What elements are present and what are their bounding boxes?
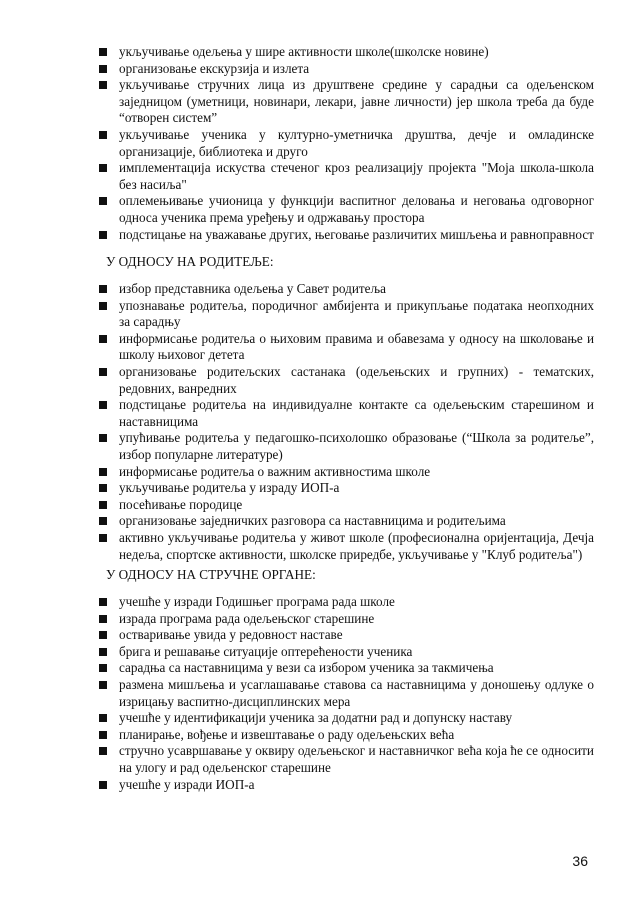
square-bullet-icon [99, 468, 107, 476]
list-item-text: посећивање породице [119, 496, 243, 512]
list-item-text: учешће у идентификацији ученика за додатни рад и допунску наставу [119, 710, 513, 726]
square-bullet-icon [99, 664, 107, 672]
list-item-text: учешће у изради ИОП-а [119, 776, 255, 792]
square-bullet-icon [99, 368, 107, 376]
list-item-text: укључивање ученика у културно-уметничка друштва, дечје и омладинске организације, библиотека и друго [119, 126, 594, 159]
square-bullet-icon [99, 197, 107, 205]
list-item [98, 193, 594, 226]
list-item-text: имплементација искуства стеченог кроз реализацију пројекта "Моја школа-школа без насиља" [119, 160, 594, 192]
list-item-text: стручно усавршавање у оквиру одељењског и наставничког већа која ће се односити на улогу и рад одељенског старешине [119, 743, 594, 775]
list-item-text: брига и решавање ситуације оптерећености ученика [119, 643, 413, 659]
square-bullet-icon [99, 631, 107, 639]
list-item [98, 331, 594, 364]
list-item-text: подстицање на уважавање других, његовање различитих мишљења и равноправност [119, 226, 594, 242]
list-item [98, 127, 594, 160]
list-item-text: размена мишљења и усаглашавање ставова са наставницима у доношењу одлуке о изрицању васпитно-дисциплинских мера [119, 676, 594, 709]
list-item-text: учешће у изради Годишњег програма рада школе [119, 594, 395, 609]
list-item-text: укључивање одељења у шире активности школе(школске новине) [119, 44, 489, 59]
list-item-text: упознавање родитеља, породичног амбијента и прикупљање података неопходних за сарадњу [119, 297, 594, 330]
square-bullet-icon [99, 302, 107, 310]
square-bullet-icon [99, 714, 107, 722]
list-item [98, 160, 594, 193]
square-bullet-icon [99, 231, 107, 239]
list-item-text: избор представника одељења у Савет родитеља [119, 281, 386, 296]
heading-professional-bodies: У ОДНОСУ НА СТРУЧНЕ ОРГАНЕ: [106, 567, 316, 582]
square-bullet-icon [99, 164, 107, 172]
list-item [98, 281, 594, 298]
list-item [98, 480, 594, 497]
square-bullet-icon [99, 598, 107, 606]
square-bullet-icon [99, 401, 107, 409]
list-item [98, 727, 594, 744]
bullet-list-professional-bodies [98, 594, 594, 793]
list-item [98, 660, 594, 677]
list-item-text: активно укључивање родитеља у живот школе (професионална оријентација, Дечја недеља, спортске активности, школске приредбе, укључивање у "Клуб родитеља") [119, 529, 594, 562]
square-bullet-icon [99, 335, 107, 343]
list-item-text: оплемењивање учионица у функцији васпитног деловања и неговања одговорног односа ученика према уређењу и одржавању простора [119, 193, 594, 225]
square-bullet-icon [99, 48, 107, 56]
square-bullet-icon [99, 781, 107, 789]
list-item [98, 44, 594, 61]
list-item [98, 364, 594, 397]
square-bullet-icon [99, 615, 107, 623]
list-item-text: укључивање родитеља у израду ИОП-а [119, 480, 340, 496]
list-item-text: укључивање стручних лица из друштвене средине у сарадњи са одељенском заједницом (уметници, новинари, лекари, јавне личности) јер школа треба да буде “отворен систем” [119, 77, 594, 126]
list-item [98, 61, 594, 78]
square-bullet-icon [99, 747, 107, 755]
page-number: 36 [572, 853, 588, 869]
bullet-list-activities [98, 44, 594, 243]
list-item-text: организовање родитељских састанака (одељењских и групних) - тематских, редовних, ванредних [119, 363, 594, 396]
list-item-text: израда програма рада одељењског старешине [119, 610, 375, 626]
square-bullet-icon [99, 285, 107, 293]
list-item-text: организовање заједничких разговора са наставницима и родитељима [119, 513, 506, 529]
list-item [98, 644, 594, 661]
bullet-list-parents [98, 281, 594, 563]
list-item [98, 627, 594, 644]
list-item [98, 611, 594, 628]
list-item [98, 594, 594, 611]
square-bullet-icon [99, 648, 107, 656]
square-bullet-icon [99, 65, 107, 73]
list-item [98, 777, 594, 794]
square-bullet-icon [99, 501, 107, 509]
square-bullet-icon [99, 681, 107, 689]
list-item [98, 710, 594, 727]
list-item-text: организовање екскурзија и излета [119, 60, 310, 76]
heading-parents: У ОДНОСУ НА РОДИТЕЉЕ: [106, 254, 274, 269]
list-item-text: упућивање родитеља у педагошко-психолошко образовање (“Школа за родитеље”, избор популарне литературе) [119, 430, 594, 462]
square-bullet-icon [99, 434, 107, 442]
list-item-text: информисање родитеља о њиховим правима и обавезама у односу на школовање и школу њиховог детета [119, 330, 594, 363]
square-bullet-icon [99, 517, 107, 525]
square-bullet-icon [99, 731, 107, 739]
square-bullet-icon [99, 484, 107, 492]
list-item [98, 430, 594, 463]
list-item [98, 497, 594, 514]
list-item-text: планирање, вођење и извештавање о раду одељењских већа [119, 726, 455, 742]
list-item [98, 227, 594, 244]
list-item [98, 464, 594, 481]
list-item-text: информисање родитеља о важним активностима школе [119, 463, 431, 479]
list-item [98, 397, 594, 430]
list-item-text: подстицање родитеља на индивидуалне контакте са одељењским старешином и наставницима [119, 397, 594, 429]
list-item [98, 677, 594, 710]
list-item [98, 77, 594, 127]
square-bullet-icon [99, 534, 107, 542]
list-item [98, 298, 594, 331]
list-item-text: сарадња са наставницима у вези са избором ученика за такмичења [119, 660, 494, 676]
list-item [98, 513, 594, 530]
list-item [98, 530, 594, 563]
list-item [98, 743, 594, 776]
square-bullet-icon [99, 81, 107, 89]
square-bullet-icon [99, 131, 107, 139]
list-item-text: остваривање увида у редовност наставе [119, 627, 343, 643]
